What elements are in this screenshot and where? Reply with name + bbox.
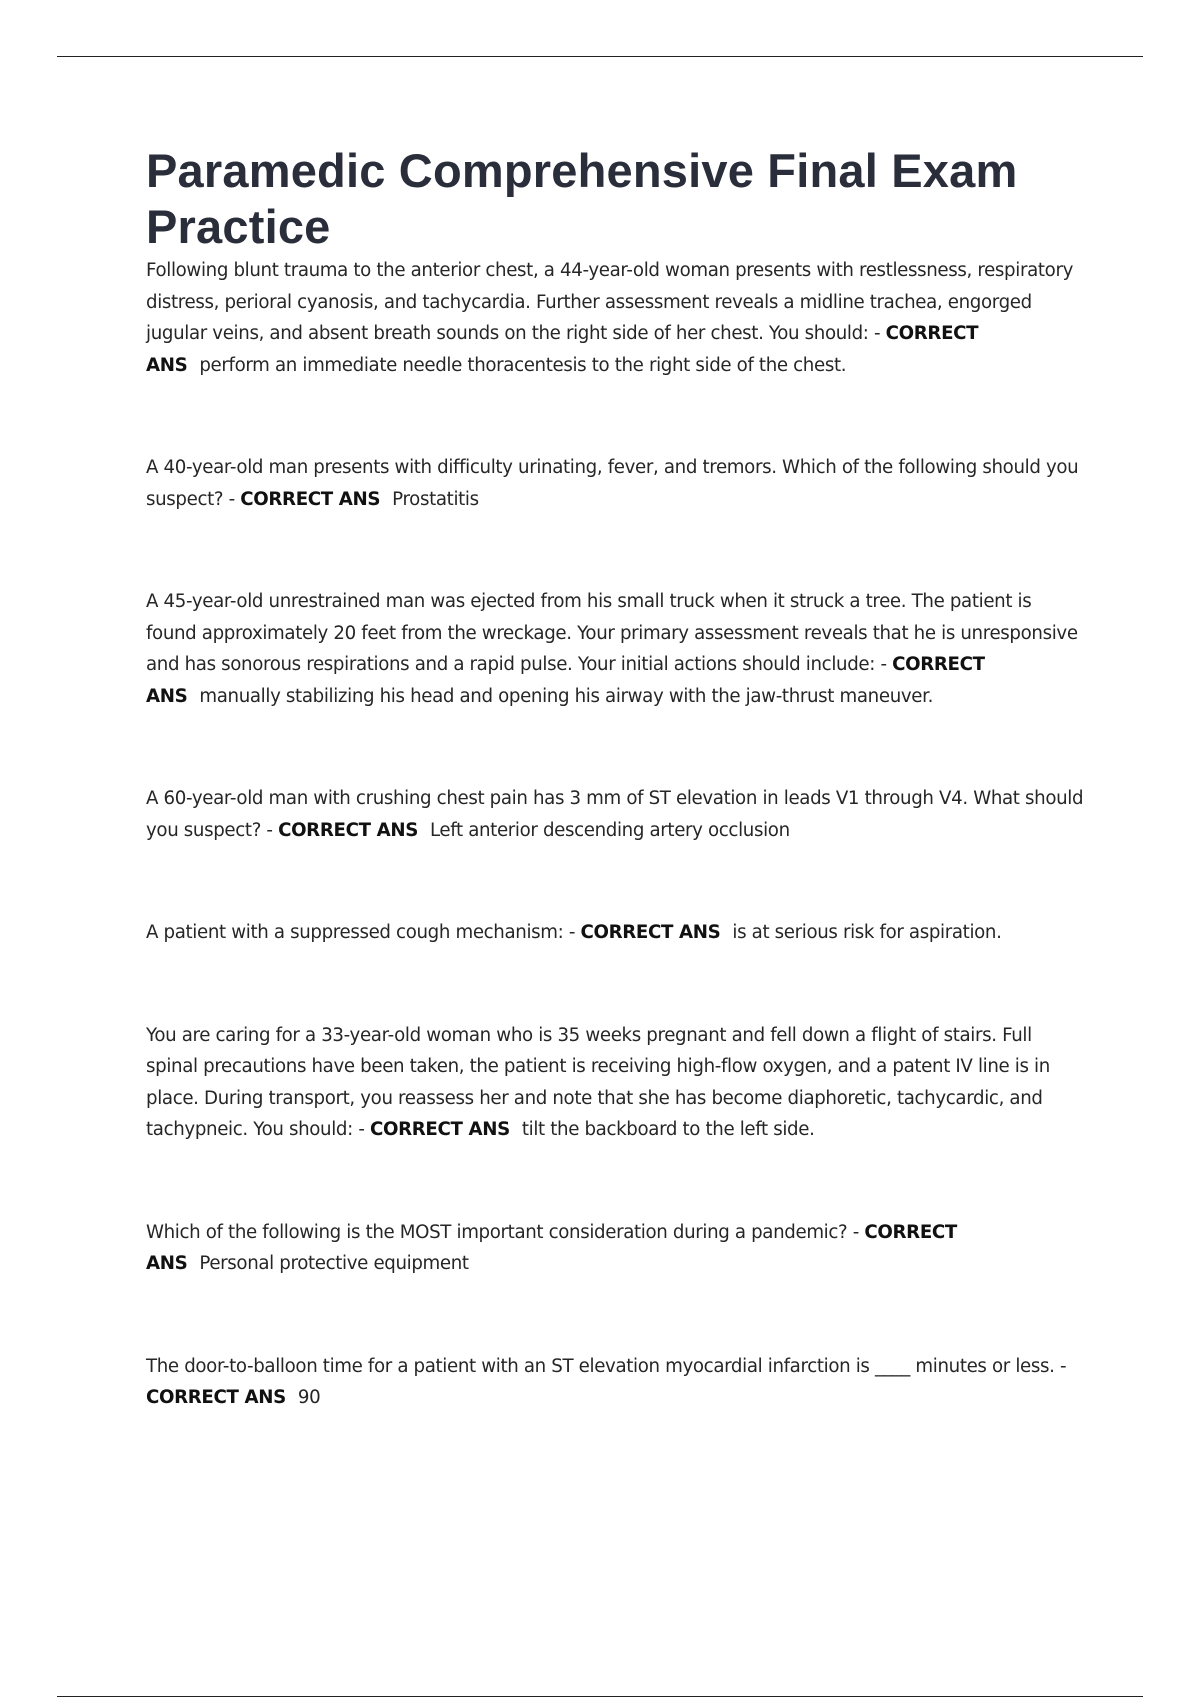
- question-item: [146, 1217, 1086, 1280]
- question-item: [146, 783, 1086, 846]
- question-list: [146, 255, 1086, 1414]
- question-text: A 40-year-old man presents with difficulty urinating, fever, and tremors. Which of the following should you suspect? -: [146, 457, 1079, 510]
- answer-text: Prostatitis: [392, 488, 479, 510]
- answer-text: is at serious risk for aspiration.: [732, 922, 1002, 943]
- question-text: Which of the following is the MOST important consideration during a pandemic? -: [146, 1221, 865, 1243]
- question-item: [146, 917, 1086, 949]
- answer-text: perform an immediate needle thoracentesis to the right side of the chest.: [199, 354, 847, 376]
- question-text: You are caring for a 33-year-old woman who is 35 weeks pregnant and fell down a flight of stairs. Full spinal precautions have been taken, the patient is receiving high-flow oxygen, and a patent IV line is in place. During transport, you reassess her and note that she has become diaphoretic, tachycardic, and tachypneic. You should: -: [146, 1024, 1050, 1140]
- correct-answer-label: CORRECT ANS: [146, 654, 985, 707]
- question-text: Following blunt trauma to the anterior chest, a 44-year-old woman presents with restlessness, respiratory distress, perioral cyanosis, and tachycardia. Further assessment reveals a midline trachea, engorged jugular veins, and absent breath sounds on the right side of her chest. You should: -: [146, 260, 1073, 344]
- correct-answer-label: CORRECT ANS: [240, 488, 381, 510]
- correct-answer-label: CORRECT ANS: [278, 819, 418, 841]
- question-text: A 60-year-old man with crushing chest pain has 3 mm of ST elevation in leads V1 through V4. What should you suspect? -: [146, 788, 1084, 841]
- correct-answer-label: CORRECT ANS: [369, 1119, 510, 1140]
- question-item: [146, 586, 1086, 712]
- question-text: A 45-year-old unrestrained man was ejected from his small truck when it struck a tree. The patient is found approximately 20 feet from the wreckage. Your primary assessment reveals that he is unresponsive and has sonorous respirations and a rapid pulse. Your initial actions should include: -: [146, 591, 1078, 675]
- header-divider: [57, 56, 1143, 57]
- correct-answer-label: CORRECT ANS: [580, 922, 721, 943]
- question-text: The door-to-balloon time for a patient with an ST elevation myocardial infarction is ____ minutes or less. -: [146, 1355, 1067, 1377]
- answer-text: tilt the backboard to the left side.: [521, 1119, 815, 1140]
- answer-text: manually stabilizing his head and opening his airway with the jaw-thrust maneuver.: [199, 685, 934, 707]
- question-item: [146, 255, 1086, 381]
- answer-text: 90: [297, 1387, 321, 1408]
- footer-divider: [57, 1696, 1143, 1697]
- answer-text: Left anterior descending artery occlusion: [429, 819, 790, 841]
- question-item: [146, 1020, 1086, 1146]
- correct-answer-label: CORRECT ANS: [146, 1387, 286, 1408]
- document-body: [146, 143, 1086, 1414]
- answer-text: Personal protective equipment: [199, 1253, 469, 1274]
- question-item: [146, 1351, 1086, 1414]
- correct-answer-label: CORRECT ANS: [146, 323, 979, 376]
- document-title: Paramedic Comprehensive Final Exam Practice: [146, 144, 1018, 253]
- correct-answer-label: CORRECT ANS: [146, 1221, 957, 1274]
- question-item: [146, 452, 1086, 515]
- question-text: A patient with a suppressed cough mechanism: -: [146, 922, 581, 943]
